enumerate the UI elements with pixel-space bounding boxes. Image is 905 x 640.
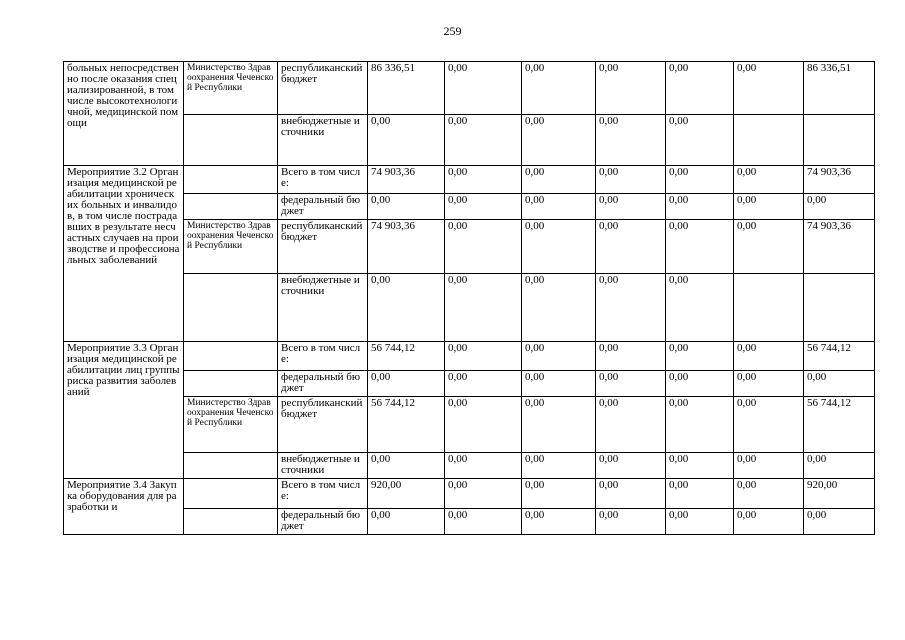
source-cell: Всего в том числе: xyxy=(278,479,368,509)
value-cell: 0,00 xyxy=(734,479,804,509)
value-cell: 0,00 xyxy=(734,194,804,220)
value-cell: 0,00 xyxy=(596,453,666,479)
value-cell: 0,00 xyxy=(445,509,522,535)
value-cell: 0,00 xyxy=(445,453,522,479)
value-cell: 0,00 xyxy=(596,166,666,194)
value-cell: 0,00 xyxy=(368,274,445,342)
event-name-cell: Мероприятие 3.2 Организация медицинской реабилитации хронических больных и инвалидов, в том числе пострадавших в результате несчастных случаев на производстве и профессиональных заболеваний xyxy=(64,166,184,342)
value-cell: 74 903,36 xyxy=(804,166,875,194)
value-cell: 0,00 xyxy=(734,509,804,535)
value-cell: 0,00 xyxy=(596,220,666,274)
org-cell xyxy=(184,274,278,342)
value-cell: 0,00 xyxy=(445,397,522,453)
value-cell: 0,00 xyxy=(522,453,596,479)
value-cell: 0,00 xyxy=(596,194,666,220)
source-cell: внебюджетные источники xyxy=(278,115,368,166)
value-cell: 0,00 xyxy=(804,453,875,479)
event-name-cell: больных непосредственно после оказания специализированной, в том числе высокотехнологичной, медицинской помощи xyxy=(64,62,184,166)
value-cell: 86 336,51 xyxy=(368,62,445,115)
value-cell: 0,00 xyxy=(522,342,596,371)
value-cell: 0,00 xyxy=(734,371,804,397)
value-cell: 0,00 xyxy=(666,453,734,479)
org-cell xyxy=(184,371,278,397)
value-cell: 0,00 xyxy=(804,509,875,535)
value-cell: 0,00 xyxy=(666,342,734,371)
value-cell: 0,00 xyxy=(445,479,522,509)
value-cell: 0,00 xyxy=(734,166,804,194)
budget-table xyxy=(63,61,875,535)
value-cell xyxy=(804,115,875,166)
value-cell: 0,00 xyxy=(445,220,522,274)
value-cell: 0,00 xyxy=(445,274,522,342)
source-cell: республиканский бюджет xyxy=(278,220,368,274)
org-cell: Министерство Здравоохранения Чеченской Республики xyxy=(184,397,278,453)
value-cell xyxy=(804,274,875,342)
table-row xyxy=(64,342,875,371)
source-cell: внебюджетные источники xyxy=(278,274,368,342)
org-cell xyxy=(184,453,278,479)
org-cell xyxy=(184,509,278,535)
value-cell: 0,00 xyxy=(666,115,734,166)
value-cell: 0,00 xyxy=(666,397,734,453)
value-cell: 0,00 xyxy=(445,342,522,371)
value-cell: 0,00 xyxy=(666,62,734,115)
value-cell: 0,00 xyxy=(666,479,734,509)
table-row xyxy=(64,274,875,342)
page-number: 259 xyxy=(443,24,462,38)
source-cell: Всего в том числе: xyxy=(278,166,368,194)
event-name-cell: Мероприятие 3.4 Закупка оборудования для разработки и xyxy=(64,479,184,535)
value-cell: 0,00 xyxy=(368,115,445,166)
value-cell: 0,00 xyxy=(804,371,875,397)
source-cell: Всего в том числе: xyxy=(278,342,368,371)
value-cell: 56 744,12 xyxy=(804,342,875,371)
value-cell: 0,00 xyxy=(368,371,445,397)
table-row xyxy=(64,453,875,479)
value-cell xyxy=(734,115,804,166)
value-cell: 920,00 xyxy=(804,479,875,509)
value-cell: 0,00 xyxy=(666,274,734,342)
table-row xyxy=(64,62,875,115)
value-cell: 0,00 xyxy=(666,371,734,397)
value-cell: 0,00 xyxy=(445,371,522,397)
value-cell: 0,00 xyxy=(596,274,666,342)
value-cell: 0,00 xyxy=(522,115,596,166)
source-cell: республиканский бюджет xyxy=(278,397,368,453)
org-cell xyxy=(184,342,278,371)
value-cell: 0,00 xyxy=(596,342,666,371)
table-row xyxy=(64,479,875,509)
value-cell: 0,00 xyxy=(445,115,522,166)
value-cell: 0,00 xyxy=(734,62,804,115)
org-cell xyxy=(184,115,278,166)
source-cell: внебюджетные источники xyxy=(278,453,368,479)
value-cell: 86 336,51 xyxy=(804,62,875,115)
table-row xyxy=(64,194,875,220)
org-cell: Министерство Здравоохранения Чеченской Республики xyxy=(184,62,278,115)
source-cell: федеральный бюджет xyxy=(278,509,368,535)
value-cell: 0,00 xyxy=(596,479,666,509)
value-cell: 0,00 xyxy=(522,62,596,115)
value-cell: 56 744,12 xyxy=(368,397,445,453)
value-cell: 0,00 xyxy=(596,371,666,397)
value-cell: 0,00 xyxy=(666,166,734,194)
source-cell: федеральный бюджет xyxy=(278,371,368,397)
value-cell: 0,00 xyxy=(368,509,445,535)
value-cell: 0,00 xyxy=(734,453,804,479)
value-cell: 0,00 xyxy=(522,397,596,453)
value-cell: 0,00 xyxy=(522,509,596,535)
value-cell: 0,00 xyxy=(522,220,596,274)
value-cell: 56 744,12 xyxy=(368,342,445,371)
value-cell: 0,00 xyxy=(734,220,804,274)
value-cell: 0,00 xyxy=(596,62,666,115)
value-cell: 0,00 xyxy=(666,509,734,535)
table-row xyxy=(64,220,875,274)
value-cell: 0,00 xyxy=(522,194,596,220)
table-row xyxy=(64,397,875,453)
source-cell: республиканский бюджет xyxy=(278,62,368,115)
value-cell: 0,00 xyxy=(596,115,666,166)
value-cell: 0,00 xyxy=(666,220,734,274)
org-cell xyxy=(184,194,278,220)
org-cell: Министерство Здравоохранения Чеченской Республики xyxy=(184,220,278,274)
value-cell: 0,00 xyxy=(445,62,522,115)
table-row xyxy=(64,115,875,166)
value-cell: 74 903,36 xyxy=(804,220,875,274)
table-row xyxy=(64,166,875,194)
value-cell: 0,00 xyxy=(522,166,596,194)
value-cell: 0,00 xyxy=(445,194,522,220)
value-cell: 74 903,36 xyxy=(368,166,445,194)
value-cell: 0,00 xyxy=(522,479,596,509)
value-cell: 0,00 xyxy=(522,371,596,397)
value-cell: 56 744,12 xyxy=(804,397,875,453)
value-cell: 0,00 xyxy=(734,342,804,371)
value-cell: 0,00 xyxy=(522,274,596,342)
value-cell: 920,00 xyxy=(368,479,445,509)
org-cell xyxy=(184,166,278,194)
org-cell xyxy=(184,479,278,509)
value-cell: 0,00 xyxy=(368,194,445,220)
value-cell: 0,00 xyxy=(596,397,666,453)
table-row xyxy=(64,371,875,397)
event-name-cell: Мероприятие 3.3 Организация медицинской реабилитации лиц группы риска развития заболеваний xyxy=(64,342,184,479)
value-cell: 0,00 xyxy=(445,166,522,194)
table-row xyxy=(64,509,875,535)
value-cell xyxy=(734,274,804,342)
source-cell: федеральный бюджет xyxy=(278,194,368,220)
value-cell: 0,00 xyxy=(734,397,804,453)
value-cell: 74 903,36 xyxy=(368,220,445,274)
value-cell: 0,00 xyxy=(368,453,445,479)
value-cell: 0,00 xyxy=(804,194,875,220)
value-cell: 0,00 xyxy=(596,509,666,535)
value-cell: 0,00 xyxy=(666,194,734,220)
